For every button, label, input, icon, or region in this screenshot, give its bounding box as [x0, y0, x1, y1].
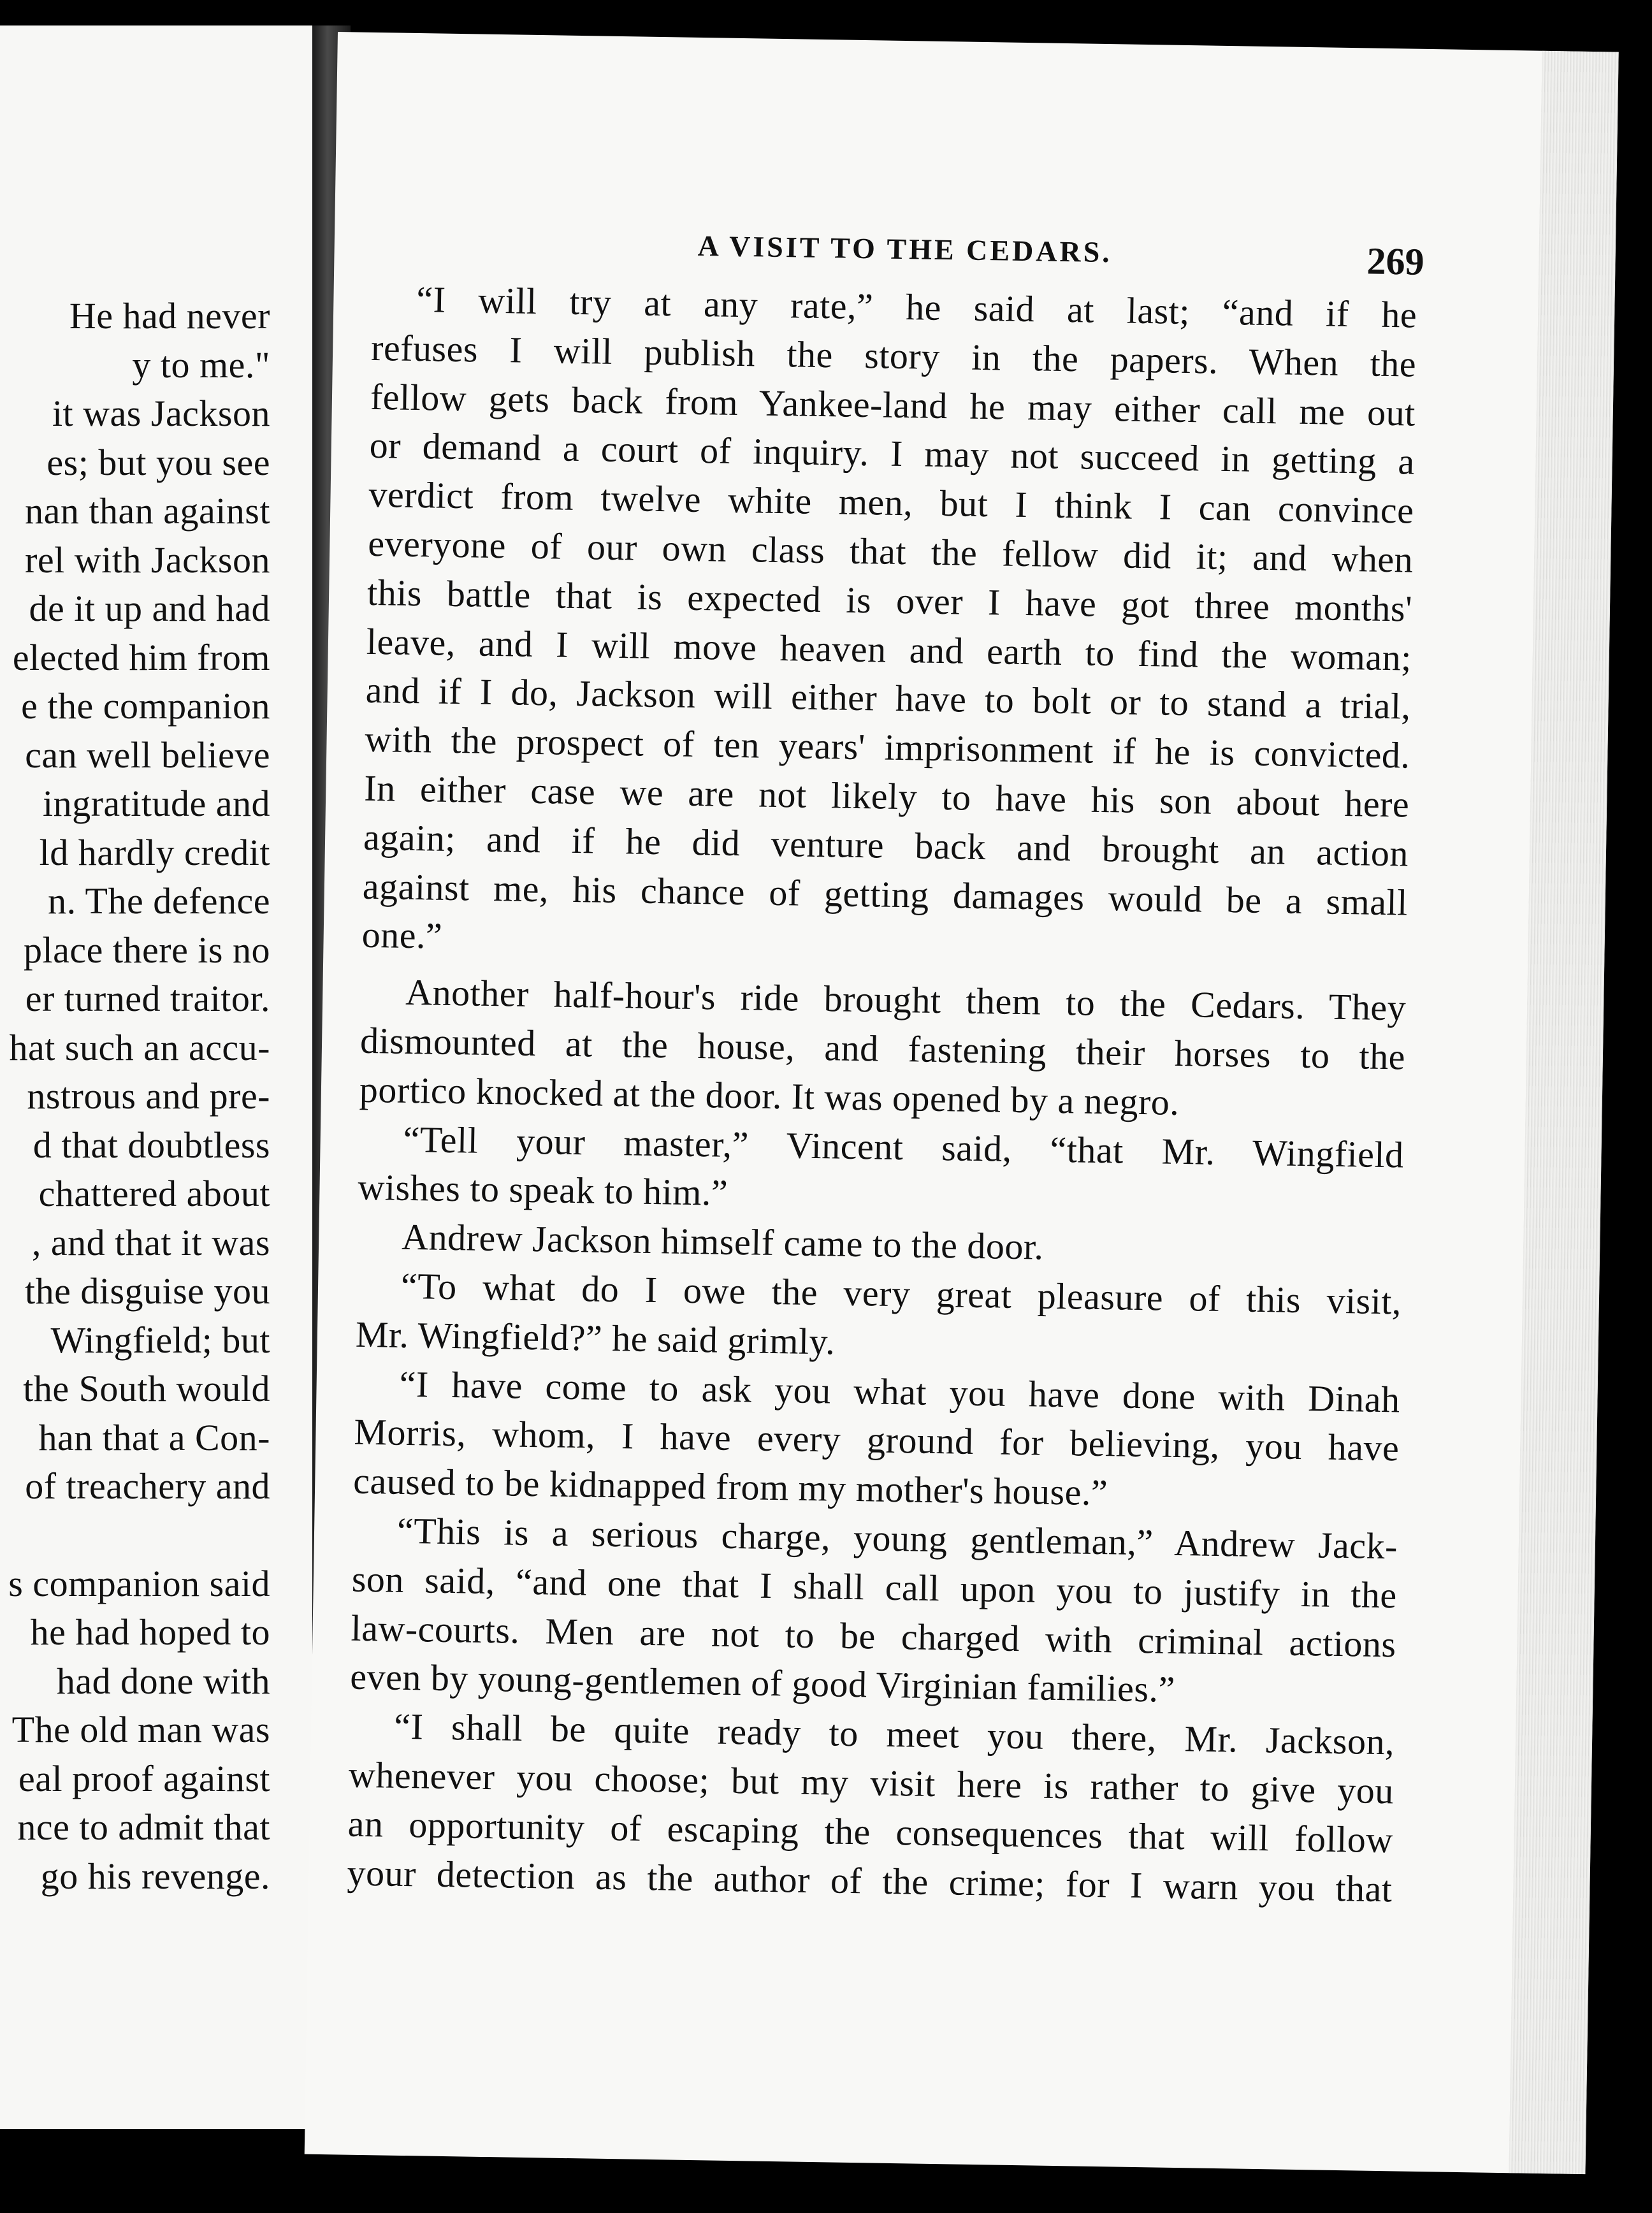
text-line: fellow gets back from Yankee-land he may either call me out [370, 375, 1416, 434]
left-line: nce to admit that [17, 1806, 270, 1848]
text-line: son said, “and one that I shall call upon you to justify in the [351, 1558, 1398, 1616]
left-line: de it up and had [29, 588, 270, 629]
left-line: of treachery and [25, 1465, 270, 1507]
text-line: one.” [361, 914, 443, 957]
left-line: hat such an accu- [9, 1026, 270, 1068]
text-line: refuses I will publish the story in the papers. When the [370, 326, 1417, 385]
left-page [0, 25, 325, 2129]
text-line: “This is a serious charge, young gentleman,” Andrew Jack- [396, 1509, 1398, 1567]
text-line: “To what do I owe the very great pleasure of this visit, [400, 1265, 1402, 1323]
text-line: or demand a court of inquiry. I may not succeed in getting a [369, 424, 1416, 483]
text-line: “I have come to ask you what you have done with Dinah [399, 1363, 1401, 1420]
text-line: verdict from twelve white men, but I think I can convince [368, 474, 1414, 532]
left-line: go his revenge. [40, 1855, 270, 1897]
text-line: again; and if he did venture back and brought an action [363, 816, 1409, 874]
left-line: ld hardly credit [39, 831, 270, 873]
paragraph-gap [0, 1511, 270, 1560]
text-line: leave, and I will move heaven and earth to find the woman; [366, 620, 1412, 679]
left-line: ingratitude and [42, 783, 270, 824]
left-line: n. The defence [48, 880, 270, 922]
text-line: Andrew Jackson himself came to the door. [401, 1215, 1045, 1268]
left-line: nan than against [25, 490, 270, 532]
running-head: A VISIT TO THE CEDARS. [697, 229, 1113, 269]
left-line: can well believe [25, 734, 270, 776]
left-line: The old man was [11, 1709, 270, 1750]
left-line: er turned traitor. [25, 978, 270, 1019]
text-line: dismounted at the house, and fastening their horses to the [359, 1019, 1406, 1078]
text-line: everyone of our own class that the fellow did it; and when [367, 522, 1414, 581]
left-line: he had hoped to [30, 1611, 270, 1653]
left-line: elected him from [12, 636, 270, 678]
text-line: law-courts. Men are not to be charged with criminal actions [351, 1607, 1396, 1665]
left-line: y to me." [132, 344, 270, 386]
text-line: caused to be kidnapped from my mother's house.” [352, 1460, 1108, 1514]
left-line: chattered about [38, 1173, 270, 1214]
text-line: with the prospect of ten years' imprisonment if he is convicted. [365, 718, 1410, 776]
text-line: Mr. Wingfield?” he said grimly. [355, 1313, 836, 1363]
left-line: it was Jackson [52, 393, 270, 434]
text-line: portico knocked at the door. It was opened by a negro. [359, 1068, 1180, 1123]
text-line: “I will try at any rate,” he said at last; “and if he [416, 278, 1417, 336]
left-page-text [0, 292, 270, 1901]
text-line: whenever you choose; but my visit here is rather to give you [348, 1753, 1395, 1812]
text-line: wishes to speak to him.” [358, 1166, 728, 1214]
left-line: nstrous and pre- [27, 1075, 270, 1117]
text-line: “I shall be quite ready to meet you there, Mr. Jackson, [393, 1705, 1395, 1763]
page-number: 269 [1366, 240, 1425, 283]
left-line: es; but you see [47, 441, 270, 483]
left-line: eal proof against [18, 1757, 270, 1799]
left-line: place there is no [24, 929, 270, 971]
text-line: even by young-gentlemen of good Virginian families.” [349, 1655, 1176, 1711]
page-edge [1509, 51, 1618, 2174]
left-line: the South would [23, 1368, 270, 1409]
text-line: an opportunity of escaping the consequences that will follow [347, 1803, 1394, 1861]
left-line: s companion said [8, 1562, 270, 1604]
left-line: had done with [56, 1660, 270, 1702]
left-line: He had never [69, 295, 270, 337]
body-text [347, 275, 1417, 1914]
text-line: and if I do, Jackson will either have to bolt or to stand a trial, [365, 669, 1412, 727]
text-line: your detection as the author of the crime; for I warn you that [347, 1852, 1393, 1910]
left-line: rel with Jackson [25, 539, 270, 581]
left-line: han that a Con- [38, 1416, 270, 1458]
text-line: Morris, whom, I have every ground for believing, you have [353, 1411, 1400, 1469]
left-line: e the companion [21, 685, 270, 727]
left-line: the disguise you [25, 1270, 270, 1312]
left-line: , and that it was [31, 1221, 270, 1263]
text-line: In either case we are not likely to have his son about here [363, 767, 1410, 825]
left-line: d that doubtless [33, 1124, 270, 1166]
text-line: against me, his chance of getting damages would be a small [362, 865, 1409, 924]
text-line: this battle that is expected is over I have got three months' [366, 571, 1413, 630]
text-line: “Tell your master,” Vincent said, “that Mr. Wingfield [403, 1118, 1405, 1176]
right-page [305, 32, 1619, 2174]
left-line: Wingfield; but [50, 1319, 270, 1361]
text-line: Another half-hour's ride brought them to the Cedars. They [405, 971, 1407, 1029]
